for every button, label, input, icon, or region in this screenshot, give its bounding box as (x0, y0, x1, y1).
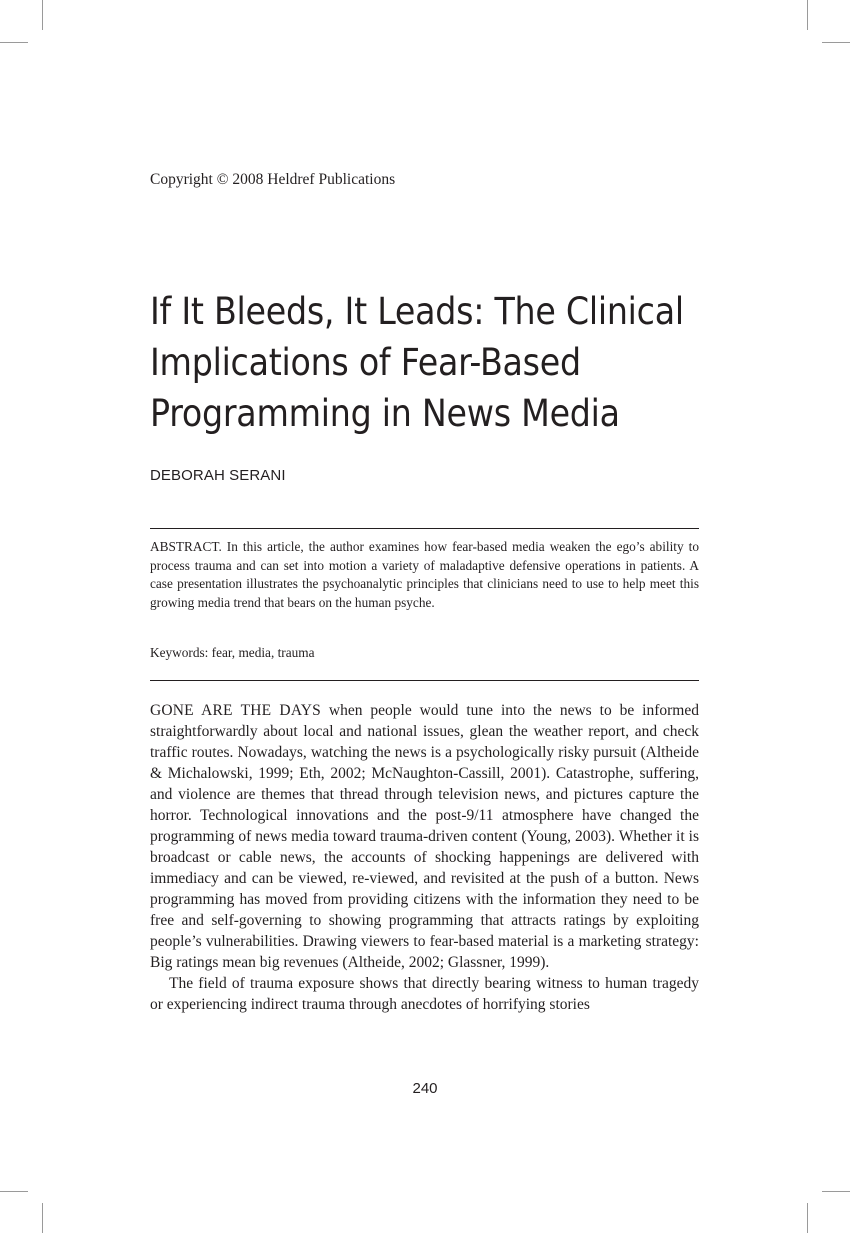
crop-mark-bottom-left-horizontal (0, 1191, 28, 1192)
keywords: Keywords: fear, media, trauma (150, 645, 315, 660)
article-title (150, 286, 690, 439)
title-line: Implications of Fear-Based (150, 341, 581, 384)
lead-in-caps: GONE ARE THE DAYS (150, 702, 321, 719)
crop-mark-top-left-horizontal (0, 42, 28, 43)
body-paragraph: The field of trauma exposure shows that directly bearing witness to human tragedy or experiencing indirect trauma through anecdotes of horrifying stories (150, 975, 699, 1013)
paragraph-text: when people would tune into the news to be informed straightforwardly about local and national issues, glean the weather report, and check traffic routes. Nowadays, watching the news is a psychologically risky pursuit (Altheide & Michalowski, 1999; Eth, 2002; McNaughton-Cassill, 2001). Catastrophe, suffering, and violence are themes that thread through television news, and pictures capture the horror. Technological innovations and the post-9/11 atmosphere have changed the programming of news media toward trauma-driven content (Young, 2003). Whether it is broadcast or cable news, the accounts of shocking happenings are delivered with immediacy and can be viewed, re-viewed, and revisited at the push of a button. News programming has moved from providing citizens with the information they need to be free and self-governing to showing programming that attracts ratings by exploiting people’s vulnerabilities. Drawing viewers to fear-based material is a marketing strategy: Big ratings mean big revenues (Altheide, 2002; Glassner, 1999). (150, 702, 699, 971)
page-number: 240 (412, 1080, 438, 1097)
abstract-top-rule (150, 528, 699, 529)
crop-mark-top-left-vertical (42, 0, 43, 30)
crop-mark-top-right-vertical (807, 0, 808, 30)
crop-mark-bottom-left-vertical (42, 1203, 43, 1233)
body-paragraph (150, 700, 699, 973)
abstract-bottom-rule (150, 680, 699, 681)
crop-mark-bottom-right-vertical (807, 1203, 808, 1233)
title-line: If It Bleeds, It Leads: The Clinical (150, 290, 684, 333)
crop-mark-top-right-horizontal (822, 42, 850, 43)
author-name: DEBORAH SERANI (150, 467, 286, 484)
abstract: ABSTRACT. In this article, the author examines how fear-based media weaken the ego’s ability to process trauma and can set into motion a variety of maladaptive defensive operations in patients. A case presentation illustrates the psychoanalytic principles that clinicians need to use to help meet this growing media trend that bears on the human psyche. (150, 539, 699, 610)
article-body (150, 700, 699, 1015)
crop-mark-bottom-right-horizontal (822, 1191, 850, 1192)
copyright-notice: Copyright © 2008 Heldref Publications (150, 171, 396, 188)
title-line: Programming in News Media (150, 392, 620, 435)
